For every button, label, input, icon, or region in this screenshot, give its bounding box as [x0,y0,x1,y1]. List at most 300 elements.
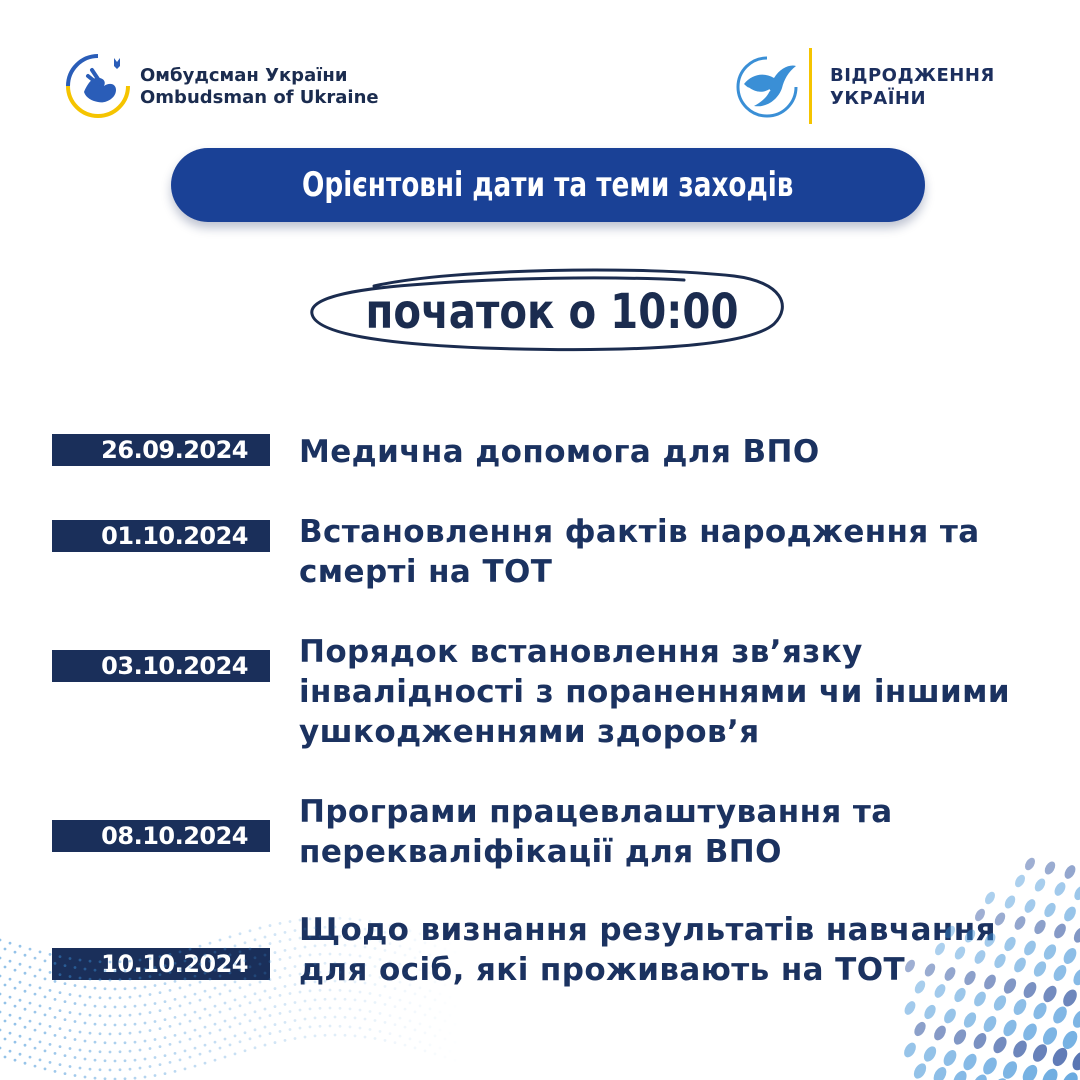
decorative-dot [1051,963,1069,983]
decorative-dot [204,1044,207,1047]
decorative-dot [174,1016,177,1019]
decorative-dot [932,1024,949,1043]
decorative-dot [439,1047,442,1050]
decorative-dot [404,1044,407,1047]
decorative-dot [249,1001,252,1004]
decorative-dot [54,980,57,983]
decorative-dot [289,938,292,941]
decorative-dot [89,1032,92,1035]
decorative-dot [149,1011,152,1014]
decorative-dot [34,975,37,978]
decorative-dot [19,981,22,984]
decorative-dot [194,1065,197,1068]
decorative-dot [264,990,267,993]
decorative-dot [1060,987,1079,1009]
decorative-dot [189,1056,192,1059]
decorative-dot [229,989,232,992]
decorative-dot [184,995,187,998]
decorative-dot [419,1040,422,1043]
decorative-dot [983,890,997,906]
decorative-dot [369,992,372,995]
decorative-dot [94,1023,97,1026]
decorative-dot [434,1053,437,1056]
decorative-dot [174,1034,177,1037]
decorative-dot [404,1008,407,1011]
decorative-dot [449,1014,452,1017]
decorative-dot [951,1027,968,1047]
decorative-dot [314,998,317,1001]
decorative-dot [284,931,287,934]
decorative-dot [274,933,277,936]
decorative-dot [279,940,282,943]
decorative-dot [59,1063,62,1066]
decorative-dot [249,929,252,932]
decorative-dot [249,1019,252,1022]
decorative-dot [174,998,177,1001]
decorative-dot [259,999,262,1002]
decorative-dot [29,1002,32,1005]
decorative-dot [159,1009,162,1012]
decorative-dot [89,1014,92,1017]
decorative-dot [259,981,262,984]
decorative-dot [204,990,207,993]
decorative-dot [389,1032,392,1035]
decorative-dot [419,1004,422,1007]
decorative-dot [119,1068,122,1071]
decorative-dot [339,1007,342,1010]
decorative-dot [439,993,442,996]
decorative-dot [444,1056,447,1059]
decorative-dot [39,986,42,989]
decorative-dot [234,1034,237,1037]
decorative-dot [384,1021,387,1024]
decorative-dot [289,1010,292,1013]
decorative-dot [44,995,47,998]
decorative-dot [14,1023,17,1026]
event-date: 10.10.2024 [52,948,270,980]
decorative-dot [119,996,122,999]
decorative-dot [269,1032,272,1035]
decorative-dot [990,1076,1010,1080]
decorative-dot [69,1065,72,1068]
decorative-dot [274,1005,277,1008]
decorative-dot [144,1022,147,1025]
decorative-dot [1050,1004,1069,1026]
decorative-dot [114,1006,117,1009]
decorative-dot [344,1016,347,1019]
decorative-dot [404,1026,407,1029]
decorative-dot [214,1059,217,1062]
decorative-dot [39,1004,42,1007]
decorative-dot [0,1029,1,1032]
title-banner [171,148,925,222]
decorative-dot [44,1013,47,1016]
decorative-dot [79,1067,82,1070]
decorative-dot [124,1023,127,1026]
decorative-dot [134,987,137,990]
decorative-dot [74,1074,77,1077]
event-date: 08.10.2024 [52,820,270,852]
decorative-dot [444,1038,447,1041]
decorative-dot [394,1023,397,1026]
decorative-dot [304,1018,307,1021]
decorative-dot [294,929,297,932]
decorative-dot [29,966,32,969]
decorative-dot [444,1020,447,1023]
decorative-dot [9,942,12,945]
decorative-dot [19,999,22,1002]
decorative-dot [354,999,357,1002]
decorative-dot [134,1077,137,1080]
decorative-dot [1050,1045,1071,1068]
decorative-dot [4,966,7,969]
decorative-dot [379,1012,382,1015]
decorative-dot [79,1049,82,1052]
decorative-dot [99,1032,102,1035]
decorative-dot [39,1040,42,1043]
decorative-dot [54,1052,57,1055]
decorative-dot [194,1029,197,1032]
decorative-dot [239,932,242,935]
decorative-dot [309,1007,312,1010]
decorative-dot [204,1026,207,1029]
decorative-dot [129,1050,132,1053]
ombudsman-emblem-icon [64,52,132,120]
decorative-dot [354,1035,357,1038]
decorative-dot [1020,1021,1039,1043]
decorative-dot [39,950,42,953]
decorative-dot [209,1032,212,1035]
decorative-dot [409,1020,412,1023]
event-topic-line: смерті на ТОТ [299,554,553,590]
decorative-dot [239,1040,242,1043]
decorative-dot [991,993,1008,1013]
decorative-dot [69,993,72,996]
decorative-dot [314,1034,317,1037]
decorative-dot [912,1020,928,1038]
decorative-dot [1069,1049,1080,1073]
decorative-dot [134,1005,137,1008]
decorative-dot [364,1036,367,1039]
decorative-dot [219,939,222,942]
decorative-dot [19,1053,22,1056]
decorative-dot [289,920,292,923]
partner-logo-divider [809,48,812,124]
event-topic-line: Встановлення фактів народження та [299,514,980,550]
decorative-dot [254,1010,257,1013]
decorative-dot [34,1065,37,1068]
partner-name-line2: УКРАЇНИ [830,88,927,109]
decorative-dot [49,971,52,974]
decorative-dot [169,1007,172,1010]
decorative-dot [189,1020,192,1023]
decorative-dot [254,992,257,995]
event-topic-line: інвалідності з пораненнями чи іншими [299,674,1011,710]
decorative-dot [179,1022,182,1025]
decorative-dot [269,942,272,945]
decorative-dot [34,1029,37,1032]
ombudsman-name-en: Ombudsman of Ukraine [140,87,379,108]
decorative-dot [224,984,227,987]
decorative-dot [429,1008,432,1011]
decorative-dot [149,1047,152,1050]
decorative-dot [961,1010,978,1030]
decorative-dot [139,1031,142,1034]
decorative-dot [224,1020,227,1023]
decorative-dot [114,1060,117,1063]
decorative-dot [99,1014,102,1017]
decorative-dot [184,1031,187,1034]
decorative-dot [304,1000,307,1003]
decorative-dot [79,1031,82,1034]
decorative-dot [14,1005,17,1008]
decorative-dot [9,1032,12,1035]
decorative-dot [34,1011,37,1014]
decorative-dot [324,1016,327,1019]
event-topic-line: ушкодженнями здоров’я [299,714,760,750]
decorative-dot [24,954,27,957]
decorative-dot [284,1021,287,1024]
decorative-dot [394,1005,397,1008]
decorative-dot [1013,873,1027,889]
decorative-dot [39,1022,42,1025]
decorative-dot [134,1023,137,1026]
bird-emblem-icon [734,54,800,120]
decorative-dot [961,1051,980,1072]
decorative-dot [104,1023,107,1026]
decorative-dot [159,1063,162,1066]
decorative-dot [49,953,52,956]
decorative-dot [99,996,102,999]
decorative-dot [174,1052,177,1055]
decorative-dot [289,992,292,995]
decorative-dot [144,1004,147,1007]
decorative-dot [274,1023,277,1026]
decorative-dot [294,1001,297,1004]
decorative-dot [24,972,27,975]
decorative-dot [439,1011,442,1014]
event-topic-line: перекваліфікації для ВПО [299,834,782,870]
decorative-dot [1000,1059,1020,1080]
decorative-dot [224,1038,227,1041]
decorative-dot [64,982,67,985]
decorative-dot [269,924,272,927]
decorative-dot [429,1026,432,1029]
decorative-dot [349,1008,352,1011]
decorative-dot [19,1017,22,1020]
decorative-dot [269,996,272,999]
decorative-dot [369,1010,372,1013]
decorative-dot [14,969,17,972]
decorative-dot [1039,1066,1060,1080]
decorative-dot [1061,946,1079,966]
event-topic-line: для осіб, які проживають на ТОТ [299,952,906,988]
decorative-dot [1059,1070,1080,1080]
decorative-dot [59,1045,62,1048]
decorative-dot [299,991,302,994]
decorative-dot [189,1002,192,1005]
decorative-dot [194,1047,197,1050]
decorative-dot [174,980,177,983]
decorative-dot [84,1040,87,1043]
decorative-dot [374,1019,377,1022]
decorative-dot [991,1034,1010,1055]
decorative-dot [0,939,1,942]
decorative-dot [129,996,132,999]
decorative-dot [414,1047,417,1050]
decorative-dot [414,1011,417,1014]
decorative-dot [284,1039,287,1042]
decorative-dot [79,1013,82,1016]
event-topic [299,910,1049,990]
decorative-dot [274,951,277,954]
decorative-dot [239,986,242,989]
decorative-dot [384,1039,387,1042]
decorative-dot [124,1041,127,1044]
decorative-dot [299,1027,302,1030]
event-topic-line: Щодо визнання результатів навчання [299,912,996,948]
partner-name-line1: ВІДРОДЖЕННЯ [830,65,995,86]
event-topic [299,792,1049,872]
decorative-dot [174,1070,177,1073]
decorative-dot [444,1002,447,1005]
decorative-dot [0,993,1,996]
decorative-dot [279,958,282,961]
decorative-dot [4,1020,7,1023]
decorative-dot [159,1027,162,1030]
decorative-dot [159,991,162,994]
decorative-dot [279,994,282,997]
decorative-dot [1052,922,1069,941]
decorative-dot [164,1018,167,1021]
decorative-dot [454,1005,457,1008]
decorative-dot [154,1020,157,1023]
decorative-dot [164,1072,167,1075]
decorative-dot [1040,1025,1060,1047]
decorative-dot [424,1049,427,1052]
decorative-dot [359,1027,362,1030]
decorative-dot [149,1029,152,1032]
decorative-dot [34,957,37,960]
decorative-dot [921,1044,938,1064]
decorative-dot [199,1053,202,1056]
decorative-dot [44,959,47,962]
decorative-dot [164,1036,167,1039]
decorative-dot [971,1031,989,1051]
decorative-dot [399,1035,402,1038]
decorative-dot [59,1009,62,1012]
decorative-dot [34,1047,37,1050]
decorative-dot [284,949,287,952]
decorative-dot [359,991,362,994]
decorative-dot [284,985,287,988]
decorative-dot [129,1068,132,1071]
decorative-dot [189,984,192,987]
decorative-dot [139,1049,142,1052]
decorative-dot [44,977,47,980]
decorative-dot [309,1025,312,1028]
decorative-dot [902,999,917,1016]
decorative-dot [284,1003,287,1006]
decorative-dot [69,1047,72,1050]
decorative-dot [942,1007,959,1026]
decorative-dot [109,1033,112,1036]
decorative-dot [24,1008,27,1011]
decorative-dot [89,1068,92,1071]
decorative-dot [19,945,22,948]
decorative-dot [69,1029,72,1032]
decorative-dot [184,1049,187,1052]
decorative-dot [334,998,337,1001]
decorative-dot [249,1037,252,1040]
decorative-dot [199,1017,202,1020]
decorative-dot [244,1031,247,1034]
decorative-dot [134,1041,137,1044]
decorative-dot [911,1061,928,1080]
decorative-dot [24,1044,27,1047]
decorative-dot [59,991,62,994]
decorative-dot [49,1007,52,1010]
decorative-dot [304,1036,307,1039]
decorative-dot [980,1055,999,1077]
decorative-dot [9,960,12,963]
decorative-dot [119,1050,122,1053]
decorative-dot [319,1007,322,1010]
decorative-dot [14,951,17,954]
decorative-dot [970,1072,989,1080]
decorative-dot [429,1044,432,1047]
decorative-dot [169,1025,172,1028]
decorative-dot [29,1056,32,1059]
decorative-dot [209,1050,212,1053]
decorative-dot [19,963,22,966]
decorative-dot [24,1062,27,1065]
decorative-dot [29,948,32,951]
event-topic-line: Порядок встановлення зв’язку [299,634,863,670]
decorative-dot [0,1047,1,1050]
event-date: 26.09.2024 [52,434,270,466]
decorative-dot [399,999,402,1002]
decorative-dot [34,993,37,996]
decorative-dot [54,998,57,1001]
decorative-dot [199,981,202,984]
decorative-dot [1031,1000,1050,1021]
decorative-dot [84,1058,87,1061]
ombudsman-name-uk: Омбудсман України [140,65,348,86]
decorative-dot [289,1028,292,1031]
decorative-dot [219,1047,222,1050]
decorative-dot [1003,894,1018,911]
decorative-dot [324,998,327,1001]
decorative-dot [319,1025,322,1028]
decorative-dot [0,957,1,960]
decorative-dot [951,1068,970,1080]
decorative-dot [209,1014,212,1017]
decorative-dot [189,1038,192,1041]
decorative-dot [29,1020,32,1023]
decorative-dot [54,1034,57,1037]
decorative-dot [239,1004,242,1007]
decorative-dot [89,996,92,999]
decorative-dot [139,1013,142,1016]
decorative-dot [329,1025,332,1028]
decorative-dot [1072,884,1080,902]
decorative-dot [349,1026,352,1029]
decorative-dot [19,1035,22,1038]
decorative-dot [199,1035,202,1038]
decorative-dot [264,1026,267,1029]
decorative-dot [414,993,417,996]
